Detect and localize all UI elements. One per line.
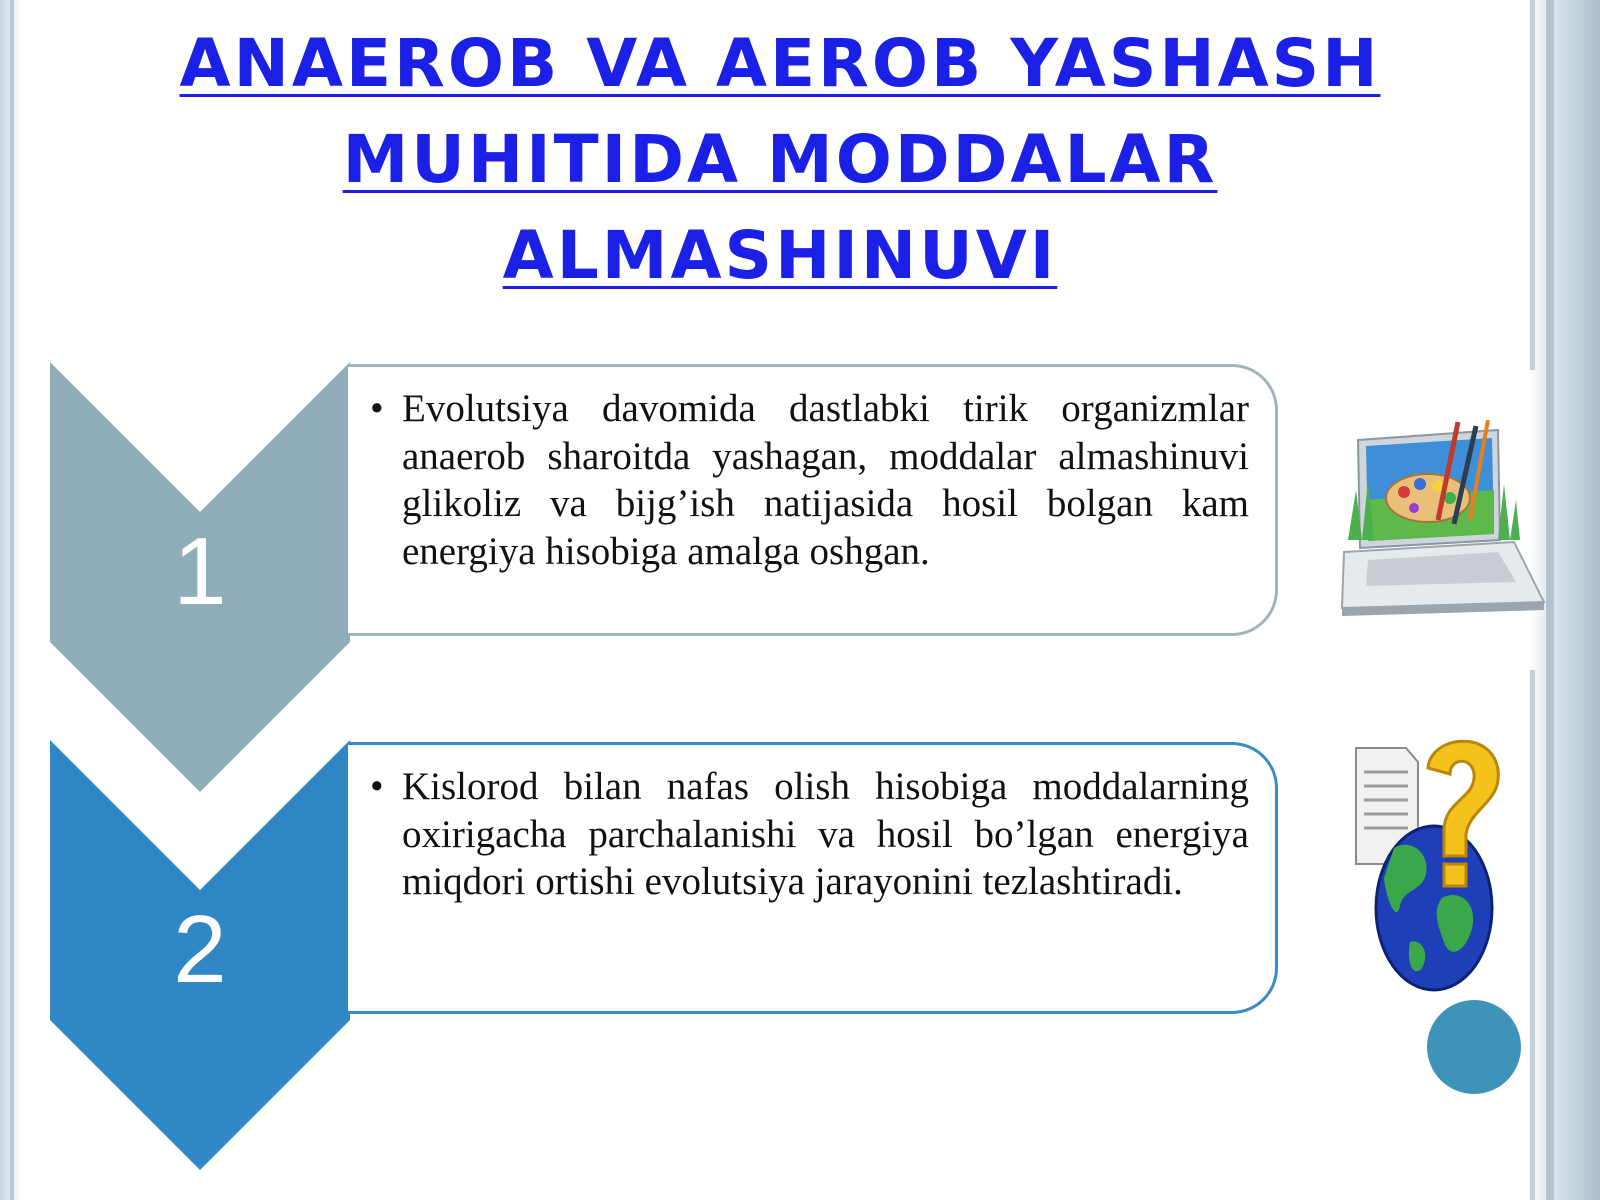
step-1-text: Evolutsiya davomida dastlabki tirik organizmlar anaerob sharoitda yashagan, moddalar almashinuvi glikoliz va bijg’ish natijasida hosil bolgan kam energiya hisobiga amalga oshgan. bbox=[402, 387, 1249, 573]
right-divider-line-bottom bbox=[1530, 670, 1535, 1200]
step-2-bullet-item bbox=[370, 763, 1249, 906]
step-2-number: 2 bbox=[173, 896, 227, 1003]
step-1-textbox bbox=[348, 364, 1278, 636]
globe-question-mark-icon bbox=[1350, 728, 1510, 998]
bullet-icon: • bbox=[370, 387, 384, 430]
right-divider-line-top bbox=[1530, 0, 1535, 370]
decorative-circle bbox=[1427, 1000, 1521, 1094]
step-2-text: Kislorod bilan nafas olish hisobiga moddalarning oxirigacha parchalanishi va hosil bo’lgan energiya miqdori ortishi evolutsiya jarayonini tezlashtiradi. bbox=[402, 765, 1249, 903]
slide-title: ANAEROB VA AEROB YASHASH MUHITIDA MODDALAR ALMASHINUVI bbox=[179, 25, 1381, 294]
step-2-textbox bbox=[348, 742, 1278, 1014]
left-border-decoration bbox=[0, 0, 22, 1200]
step-1-bullet-item bbox=[370, 385, 1249, 575]
bullet-icon: • bbox=[370, 765, 384, 808]
step-1-number: 1 bbox=[173, 518, 227, 625]
laptop-with-paint-palette-icon bbox=[1338, 420, 1548, 640]
